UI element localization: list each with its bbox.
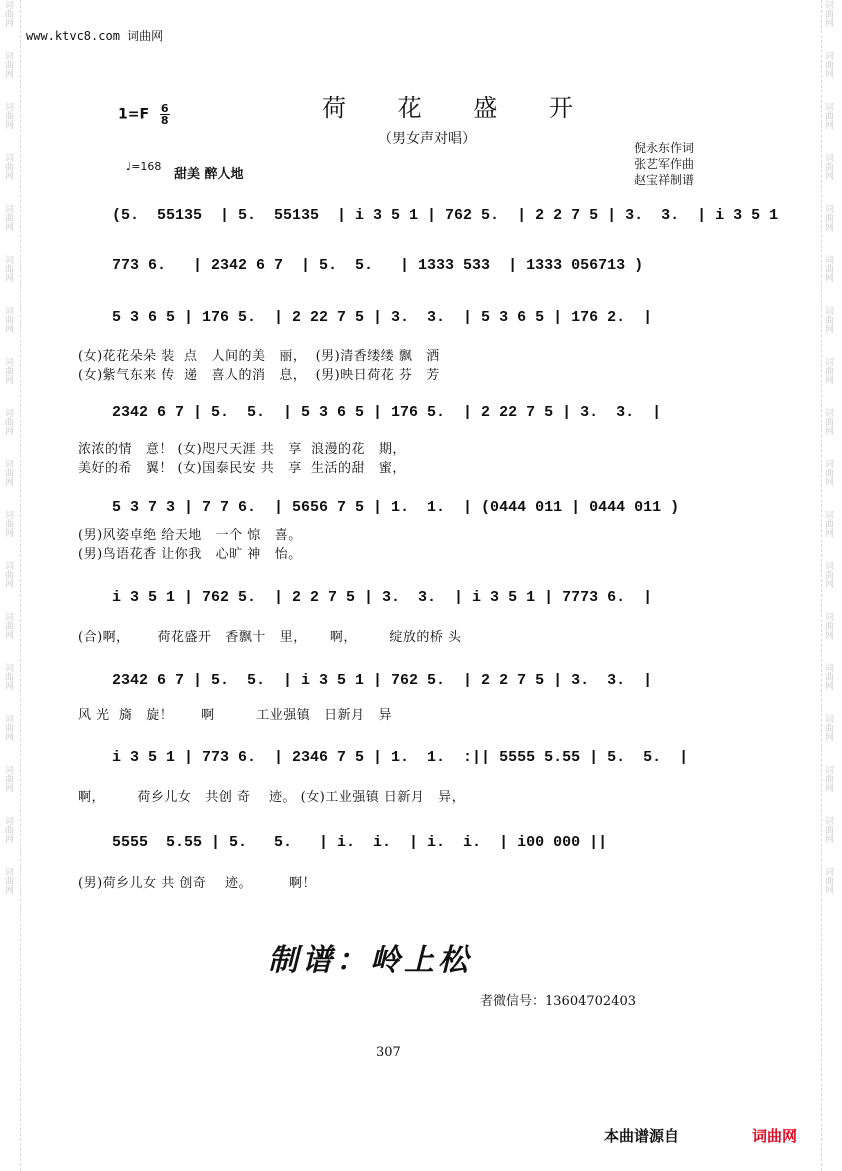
tempo-marking: ♩=168 (126, 160, 162, 173)
watermark-text: 词曲网 (3, 408, 13, 435)
credits (634, 140, 694, 188)
watermark-strip-right (821, 0, 840, 1171)
song-title: 荷 花 盛 开 (322, 94, 595, 122)
lyricist: 倪永东作词 (634, 141, 695, 155)
watermark-text: 词曲网 (823, 867, 833, 894)
watermark-text: 词曲网 (3, 255, 13, 282)
wechat-id: 者微信号：13604702403 (480, 994, 636, 1009)
time-signature (160, 103, 170, 126)
watermark-text: 词曲网 (823, 306, 833, 333)
song-subtitle: （男女声对唱） (378, 131, 476, 147)
lyric-line: 啊， 荷乡儿女 共创 奇 迹。 (女)工业强镇 日新月 异， (78, 790, 466, 805)
watermark-text: 词曲网 (823, 561, 833, 588)
key-signature (118, 103, 170, 126)
time-denominator: 8 (160, 114, 169, 127)
lyric-line: (女)紫气东来 传 递 喜人的消 息， (男)映日荷花 芬 芳 (78, 368, 440, 383)
notation-line: 2342 6 7 | 5. 5. | 5 3 6 5 | 176 5. | 2 22 7 5 | 3. 3. | (112, 404, 662, 421)
lyric-line: 风 光 旖 旋！ 啊 工业强镇 日新月 异 (78, 708, 393, 723)
notation-line: 5 3 7 3 | 7 7 6. | 5656 7 5 | 1. 1. | (0444 011 | 0444 011 ) (112, 499, 680, 516)
watermark-text: 词曲网 (3, 561, 13, 588)
source-label: 本曲谱源自 (604, 1127, 680, 1145)
page-number: 307 (376, 1045, 401, 1060)
watermark-text: 词曲网 (3, 204, 13, 231)
watermark-text: 词曲网 (823, 51, 833, 78)
watermark-text: 词曲网 (3, 765, 13, 792)
watermark-text: 词曲网 (3, 306, 13, 333)
time-numerator: 6 (160, 102, 169, 115)
score-system (106, 495, 746, 523)
score-system (106, 585, 746, 613)
watermark-text: 词曲网 (823, 714, 833, 741)
watermark-text: 词曲网 (3, 663, 13, 690)
watermark-text: 词曲网 (3, 714, 13, 741)
lyric-line: (男)风姿卓绝 给天地 一个 惊 喜。 (78, 528, 302, 543)
watermark-strip-left (2, 0, 21, 1171)
notation-line: i 3 5 1 | 762 5. | 2 2 7 5 | 3. 3. | i 3 5 1 | 7773 6. | (112, 589, 653, 606)
notation-line: (5. 55135 | 5. 55135 | i 3 5 1 | 762 5. | 2 2 7 5 | 3. 3. | i 3 5 1 (112, 207, 779, 224)
source-brand: 词曲网 (752, 1127, 798, 1145)
lyric-line: (男)鸟语花香 让你我 心旷 神 怡。 (78, 547, 302, 562)
lyric-line: (合)啊， 荷花盛开 香飘十 里， 啊， 绽放的桥 头 (78, 630, 462, 645)
notation-line: 773 6. | 2342 6 7 | 5. 5. | 1333 533 | 1333 056713 ) (112, 257, 644, 274)
watermark-text: 词曲网 (3, 612, 13, 639)
watermark-text: 词曲网 (3, 816, 13, 843)
site-url: www.ktvc8.com 词曲网 (26, 29, 164, 43)
arranger: 赵宝祥制谱 (634, 173, 695, 187)
score-system (106, 668, 746, 696)
watermark-text: 词曲网 (823, 765, 833, 792)
watermark-text: 词曲网 (3, 510, 13, 537)
watermark-text: 词曲网 (823, 459, 833, 486)
watermark-text: 词曲网 (823, 0, 833, 27)
watermark-text: 词曲网 (823, 408, 833, 435)
watermark-text: 词曲网 (3, 867, 13, 894)
watermark-text: 词曲网 (3, 0, 13, 27)
score-system (106, 745, 746, 773)
score-system (106, 305, 746, 333)
watermark-text: 词曲网 (823, 612, 833, 639)
composer: 张艺军作曲 (634, 157, 695, 171)
score-system (106, 400, 746, 428)
notation-line: 2342 6 7 | 5. 5. | i 3 5 1 | 762 5. | 2 2 7 5 | 3. 3. | (112, 672, 653, 689)
notation-line: 5555 5.55 | 5. 5. | i. i. | i. i. | i00 000 || (112, 834, 608, 851)
lyric-line: (女)花花朵朵 装 点 人间的美 丽， (男)清香缕缕 飘 洒 (78, 349, 440, 364)
notation-line: i 3 5 1 | 773 6. | 2346 7 5 | 1. 1. :|| 5555 5.55 | 5. 5. | (112, 749, 689, 766)
watermark-text: 词曲网 (823, 816, 833, 843)
watermark-text: 词曲网 (823, 663, 833, 690)
key-label: 1=F (118, 106, 150, 123)
notation-line: 5 3 6 5 | 176 5. | 2 22 7 5 | 3. 3. | 5 3 6 5 | 176 2. | (112, 309, 653, 326)
watermark-text: 词曲网 (3, 153, 13, 180)
lyric-line: 美好的希 翼！ (女)国泰民安 共 享 生活的甜 蜜， (78, 461, 406, 476)
watermark-text: 词曲网 (823, 153, 833, 180)
watermark-text: 词曲网 (823, 102, 833, 129)
watermark-text: 词曲网 (823, 357, 833, 384)
arranger-signature: 制谱：岭上松 (268, 943, 472, 978)
score-system (106, 830, 746, 858)
expression-marking: 甜美 醉人地 (174, 167, 244, 182)
lyric-line: 浓浓的情 意！ (女)咫尺天涯 共 享 浪漫的花 期， (78, 442, 406, 457)
watermark-text: 词曲网 (823, 510, 833, 537)
watermark-text: 词曲网 (3, 357, 13, 384)
score-system (106, 253, 746, 281)
lyric-line: (男)荷乡儿女 共 创奇 迹。 啊！ (78, 876, 316, 891)
watermark-text: 词曲网 (823, 255, 833, 282)
watermark-text: 词曲网 (3, 459, 13, 486)
watermark-text: 词曲网 (3, 51, 13, 78)
watermark-text: 词曲网 (3, 102, 13, 129)
watermark-text: 词曲网 (823, 204, 833, 231)
score-system (106, 203, 779, 231)
